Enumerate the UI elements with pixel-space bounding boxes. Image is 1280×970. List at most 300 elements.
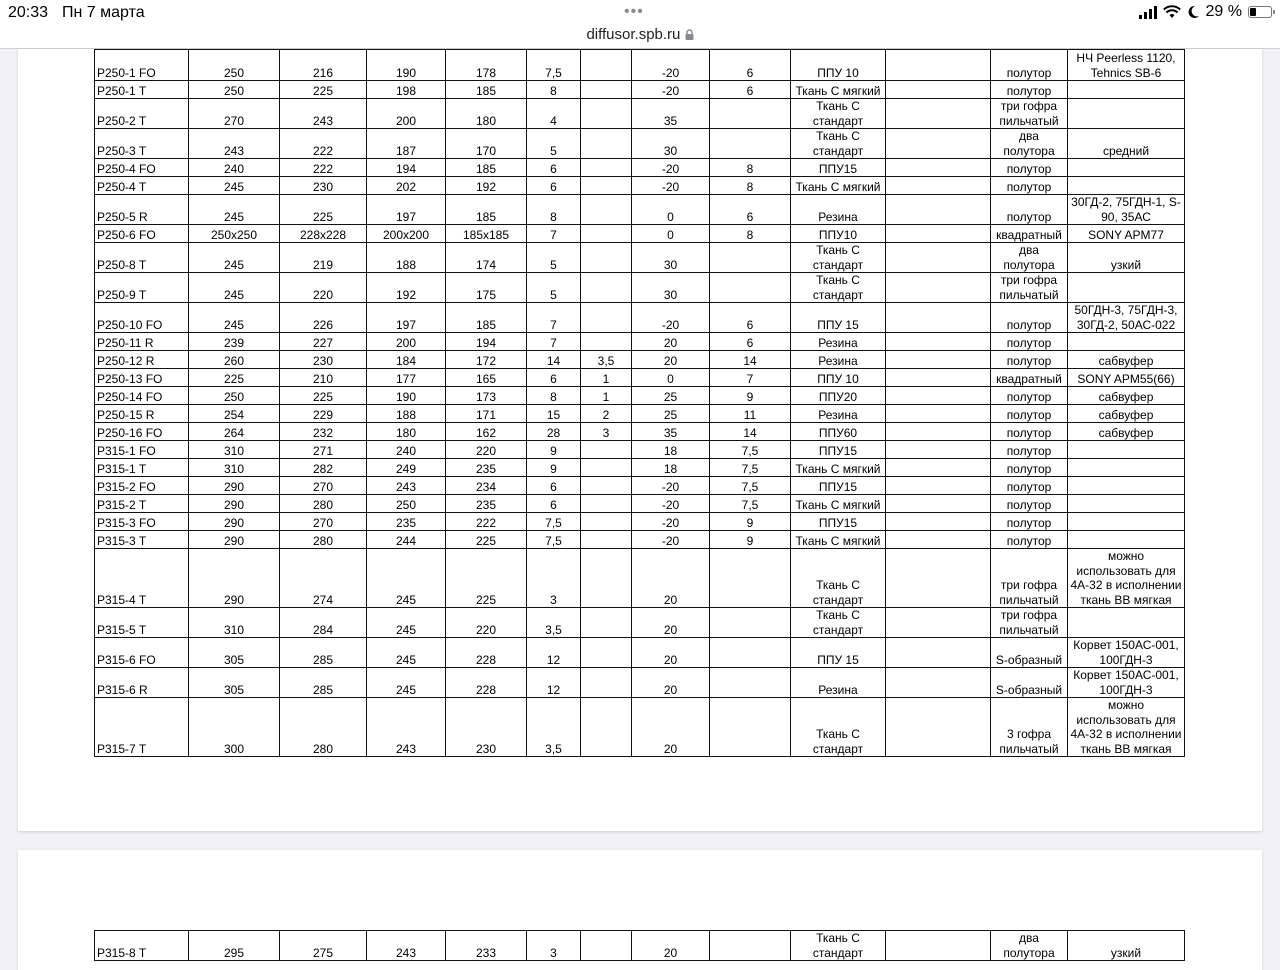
table-cell: можно использовать для 4А-32 в исполнении ткань ВВ мягкая: [1068, 698, 1185, 757]
table-cell: сабвуфер: [1068, 423, 1185, 441]
table-cell: три гофра пильчатый: [991, 273, 1068, 303]
table-cell: [581, 177, 632, 195]
table-cell: [886, 441, 991, 459]
status-bar: [0, 0, 1280, 26]
table-cell: сабвуфер: [1068, 405, 1185, 423]
table-cell: P250-1 T: [95, 81, 189, 99]
table-row: [95, 668, 1185, 698]
table-cell: [581, 195, 632, 225]
table-cell: P315-2 T: [95, 495, 189, 513]
table-cell: 173: [446, 387, 527, 405]
table-cell: квадратный: [991, 369, 1068, 387]
table-cell: 170: [446, 129, 527, 159]
table-cell: [886, 405, 991, 423]
table-cell: полутор: [991, 459, 1068, 477]
table-cell: 18: [632, 441, 710, 459]
table-cell: 30ГД-2, 75ГДН-1, S-90, 35АС: [1068, 195, 1185, 225]
table-cell: 300: [189, 698, 280, 757]
table-cell: Ткань С стандарт: [791, 129, 886, 159]
table-cell: 226: [280, 303, 367, 333]
table-cell: 28: [527, 423, 581, 441]
table-cell: 225: [280, 195, 367, 225]
table-cell: 290: [189, 513, 280, 531]
table-cell: 185x185: [446, 225, 527, 243]
table-cell: 3,5: [527, 698, 581, 757]
table-cell: 3: [527, 931, 581, 961]
table-cell: [886, 459, 991, 477]
table-cell: 6: [710, 50, 791, 81]
table-cell: [886, 531, 991, 549]
table-cell: 310: [189, 441, 280, 459]
table-cell: 6: [527, 177, 581, 195]
table-cell: 180: [367, 423, 446, 441]
status-time: 20:33: [8, 4, 49, 21]
table-cell: 172: [446, 351, 527, 369]
table-cell: полутор: [991, 50, 1068, 81]
table-cell: 229: [280, 405, 367, 423]
table-row: [95, 81, 1185, 99]
table-cell: 20: [632, 549, 710, 608]
table-cell: 20: [632, 931, 710, 961]
table-cell: полутор: [991, 81, 1068, 99]
table-row: [95, 273, 1185, 303]
table-cell: ППУ 15: [791, 638, 886, 668]
table-cell: сабвуфер: [1068, 387, 1185, 405]
table-cell: [710, 243, 791, 273]
table-cell: [886, 513, 991, 531]
table-cell: ППУ60: [791, 423, 886, 441]
table-cell: 282: [280, 459, 367, 477]
table-row: [95, 195, 1185, 225]
table-cell: P315-3 T: [95, 531, 189, 549]
table-cell: [1068, 608, 1185, 638]
table-cell: 254: [189, 405, 280, 423]
table-cell: 225: [280, 387, 367, 405]
table-row: [95, 177, 1185, 195]
table-cell: 270: [189, 99, 280, 129]
table-cell: 245: [367, 638, 446, 668]
table-cell: P315-3 FO: [95, 513, 189, 531]
table-row: [95, 441, 1185, 459]
table-cell: [1068, 441, 1185, 459]
table-cell: 230: [280, 351, 367, 369]
table-cell: 8: [710, 225, 791, 243]
table-cell: 9: [527, 441, 581, 459]
table-cell: P315-1 T: [95, 459, 189, 477]
table-cell: [886, 99, 991, 129]
table-cell: 310: [189, 608, 280, 638]
table-cell: 280: [280, 495, 367, 513]
table-cell: 30: [632, 243, 710, 273]
table-cell: [1068, 531, 1185, 549]
table-row: [95, 931, 1185, 961]
table-cell: 202: [367, 177, 446, 195]
table-cell: [710, 638, 791, 668]
table-cell: 3: [527, 549, 581, 608]
table-cell: [1068, 81, 1185, 99]
table-cell: 290: [189, 495, 280, 513]
status-right: [1139, 3, 1272, 21]
table-cell: [886, 549, 991, 608]
table-cell: 8: [710, 159, 791, 177]
table-cell: -20: [632, 81, 710, 99]
table-cell: три гофра пильчатый: [991, 99, 1068, 129]
table-cell: S-образный: [991, 668, 1068, 698]
table-cell: 180: [446, 99, 527, 129]
table-cell: можно использовать для 4А-32 в исполнении ткань ВВ мягкая: [1068, 549, 1185, 608]
table-cell: [886, 369, 991, 387]
table-cell: P315-8 T: [95, 931, 189, 961]
table-cell: 25: [632, 387, 710, 405]
table-cell: Резина: [791, 351, 886, 369]
table-cell: квадратный: [991, 225, 1068, 243]
table-cell: 6: [527, 159, 581, 177]
table-cell: полутор: [991, 351, 1068, 369]
table-cell: 0: [632, 195, 710, 225]
table-cell: 222: [280, 159, 367, 177]
table-cell: 197: [367, 303, 446, 333]
table-cell: [581, 931, 632, 961]
table-row: [95, 459, 1185, 477]
table-cell: 219: [280, 243, 367, 273]
table-cell: [581, 441, 632, 459]
table-cell: 227: [280, 333, 367, 351]
table-cell: [886, 387, 991, 405]
table-row: [95, 405, 1185, 423]
table-cell: 264: [189, 423, 280, 441]
table-cell: Ткань С стандарт: [791, 549, 886, 608]
table-row: [95, 351, 1185, 369]
table-cell: 284: [280, 608, 367, 638]
table-row: [95, 423, 1185, 441]
table-cell: 2: [581, 405, 632, 423]
table-cell: P315-4 T: [95, 549, 189, 608]
table-cell: 243: [189, 129, 280, 159]
table-row: [95, 513, 1185, 531]
table-cell: три гофра пильчатый: [991, 549, 1068, 608]
table-cell: P315-7 T: [95, 698, 189, 757]
table-cell: 232: [280, 423, 367, 441]
table-cell: 30: [632, 129, 710, 159]
table-cell: [886, 50, 991, 81]
table-cell: [886, 273, 991, 303]
table-cell: 11: [710, 405, 791, 423]
table-cell: 7,5: [527, 531, 581, 549]
table-cell: P250-9 T: [95, 273, 189, 303]
table-cell: полутор: [991, 513, 1068, 531]
lock-icon: [685, 29, 694, 40]
table-cell: 249: [367, 459, 446, 477]
table-cell: P250-13 FO: [95, 369, 189, 387]
table-cell: P250-1 FO: [95, 50, 189, 81]
table-row: [95, 159, 1185, 177]
table-cell: P250-11 R: [95, 333, 189, 351]
table-cell: 20: [632, 351, 710, 369]
table-cell: 6: [710, 195, 791, 225]
table-cell: 250: [189, 81, 280, 99]
table-cell: 185: [446, 195, 527, 225]
table-row: [95, 638, 1185, 668]
table-row: [95, 387, 1185, 405]
table-cell: 4: [527, 99, 581, 129]
table-cell: 245: [189, 273, 280, 303]
table-cell: 184: [367, 351, 446, 369]
table-cell: 192: [446, 177, 527, 195]
table-cell: P250-4 T: [95, 177, 189, 195]
table-cell: полутор: [991, 531, 1068, 549]
table-cell: 194: [446, 333, 527, 351]
table-cell: 228: [446, 638, 527, 668]
table-cell: 245: [367, 668, 446, 698]
table-cell: 200: [367, 99, 446, 129]
table-cell: полутор: [991, 477, 1068, 495]
table-cell: [581, 225, 632, 243]
table-cell: Резина: [791, 195, 886, 225]
table-cell: 7,5: [527, 513, 581, 531]
table-cell: 230: [446, 698, 527, 757]
table-cell: -20: [632, 477, 710, 495]
table-row: [95, 369, 1185, 387]
table-cell: 6: [710, 81, 791, 99]
table-cell: 3 гофра пильчатый: [991, 698, 1068, 757]
table-cell: [886, 333, 991, 351]
table-cell: Ткань С мягкий: [791, 177, 886, 195]
table-cell: [581, 129, 632, 159]
table-cell: [710, 698, 791, 757]
table-cell: 235: [446, 459, 527, 477]
table-cell: 243: [367, 698, 446, 757]
url-text[interactable]: diffusor.spb.ru: [586, 26, 681, 43]
table-cell: 190: [367, 387, 446, 405]
table-cell: 245: [189, 303, 280, 333]
table-cell: 220: [446, 441, 527, 459]
table-cell: [710, 129, 791, 159]
table-cell: средний: [1068, 129, 1185, 159]
table-cell: [581, 531, 632, 549]
table-cell: P250-4 FO: [95, 159, 189, 177]
table-cell: 244: [367, 531, 446, 549]
table-cell: ППУ 15: [791, 303, 886, 333]
table-cell: 1: [581, 387, 632, 405]
table-cell: [581, 698, 632, 757]
table-cell: 7,5: [710, 441, 791, 459]
table-cell: 20: [632, 698, 710, 757]
table-cell: [581, 459, 632, 477]
table-cell: 50ГДН-3, 75ГДН-3, 30ГД-2, 50АС-022: [1068, 303, 1185, 333]
table-cell: 271: [280, 441, 367, 459]
table-cell: [581, 477, 632, 495]
table-cell: 245: [189, 243, 280, 273]
table-cell: [581, 159, 632, 177]
table-cell: 0: [632, 225, 710, 243]
table-cell: 14: [527, 351, 581, 369]
table-cell: P250-3 T: [95, 129, 189, 159]
table-cell: P315-2 FO: [95, 477, 189, 495]
table-cell: 235: [446, 495, 527, 513]
table-cell: P250-10 FO: [95, 303, 189, 333]
table-cell: P250-16 FO: [95, 423, 189, 441]
table-cell: Ткань С мягкий: [791, 531, 886, 549]
table-cell: [581, 81, 632, 99]
table-cell: 290: [189, 531, 280, 549]
table-cell: полутор: [991, 387, 1068, 405]
table-cell: 8: [527, 195, 581, 225]
table-cell: 174: [446, 243, 527, 273]
table-cell: 222: [280, 129, 367, 159]
table-cell: [886, 423, 991, 441]
table-cell: 178: [446, 50, 527, 81]
table-cell: 14: [710, 351, 791, 369]
table-cell: [886, 129, 991, 159]
table-cell: Ткань С стандарт: [791, 698, 886, 757]
table-cell: [886, 698, 991, 757]
table-cell: полутор: [991, 405, 1068, 423]
table-cell: Ткань С стандарт: [791, 99, 886, 129]
table-cell: [581, 513, 632, 531]
table-cell: [581, 50, 632, 81]
table-cell: НЧ Peerless 1120, Tehnics SB-6: [1068, 50, 1185, 81]
table-cell: 270: [280, 477, 367, 495]
table-cell: 20: [632, 333, 710, 351]
table-cell: ППУ20: [791, 387, 886, 405]
table-cell: [1068, 177, 1185, 195]
document-page-2: [18, 850, 1262, 970]
table-cell: -20: [632, 513, 710, 531]
table-cell: два полутора: [991, 129, 1068, 159]
table-cell: 175: [446, 273, 527, 303]
table-cell: 7,5: [527, 50, 581, 81]
table-cell: [1068, 477, 1185, 495]
table-cell: Ткань С стандарт: [791, 273, 886, 303]
table-cell: -20: [632, 531, 710, 549]
table-cell: [886, 225, 991, 243]
table-cell: 216: [280, 50, 367, 81]
table-cell: [581, 668, 632, 698]
table-cell: 188: [367, 405, 446, 423]
table-cell: Ткань С мягкий: [791, 495, 886, 513]
table-cell: 280: [280, 531, 367, 549]
table-row: [95, 698, 1185, 757]
table-cell: 222: [446, 513, 527, 531]
table-cell: 250x250: [189, 225, 280, 243]
table-cell: [886, 303, 991, 333]
table-cell: 305: [189, 638, 280, 668]
table-cell: 194: [367, 159, 446, 177]
table-cell: 188: [367, 243, 446, 273]
table-cell: P250-14 FO: [95, 387, 189, 405]
table-cell: [581, 333, 632, 351]
table-cell: 7: [527, 303, 581, 333]
table-cell: 239: [189, 333, 280, 351]
address-bar[interactable]: [0, 26, 1280, 49]
table-row: [95, 549, 1185, 608]
table-cell: 185: [446, 159, 527, 177]
table-row: [95, 99, 1185, 129]
table-cell: 5: [527, 243, 581, 273]
table-row: [95, 50, 1185, 81]
table-cell: [1068, 333, 1185, 351]
table-cell: -20: [632, 159, 710, 177]
table-cell: [1068, 459, 1185, 477]
table-cell: 290: [189, 477, 280, 495]
table-cell: [1068, 273, 1185, 303]
table-cell: 250: [189, 50, 280, 81]
table-cell: 285: [280, 668, 367, 698]
table-cell: 20: [632, 608, 710, 638]
table-row: [95, 477, 1185, 495]
table-cell: 200: [367, 333, 446, 351]
multitasking-dots-icon[interactable]: •••: [624, 3, 644, 20]
table-cell: Ткань С мягкий: [791, 459, 886, 477]
table-cell: 171: [446, 405, 527, 423]
table-cell: 245: [367, 549, 446, 608]
table-cell: [886, 351, 991, 369]
table-cell: Резина: [791, 405, 886, 423]
table-cell: [1068, 513, 1185, 531]
table-cell: полутор: [991, 495, 1068, 513]
table-cell: SONY APM55(66): [1068, 369, 1185, 387]
table-cell: 228x228: [280, 225, 367, 243]
table-cell: [886, 668, 991, 698]
table-cell: [886, 243, 991, 273]
table-cell: [710, 931, 791, 961]
table-cell: 3: [581, 423, 632, 441]
url-display[interactable]: [0, 26, 1280, 43]
table-cell: 165: [446, 369, 527, 387]
table-cell: [581, 638, 632, 668]
table-cell: 243: [367, 931, 446, 961]
table-cell: 9: [527, 459, 581, 477]
table-cell: [886, 177, 991, 195]
table-cell: [581, 303, 632, 333]
table-cell: 240: [189, 159, 280, 177]
table-cell: два полутора: [991, 243, 1068, 273]
table-cell: -20: [632, 495, 710, 513]
table-cell: 7,5: [710, 495, 791, 513]
table-row: [95, 129, 1185, 159]
table-cell: 6: [710, 333, 791, 351]
table-cell: два полутора: [991, 931, 1068, 961]
table-cell: 225: [189, 369, 280, 387]
table-cell: 3,5: [581, 351, 632, 369]
table-cell: 192: [367, 273, 446, 303]
table-cell: P250-12 R: [95, 351, 189, 369]
table-cell: 162: [446, 423, 527, 441]
table-cell: 18: [632, 459, 710, 477]
table-cell: [581, 273, 632, 303]
table-cell: [1068, 495, 1185, 513]
table-cell: 12: [527, 668, 581, 698]
table-cell: 7: [710, 369, 791, 387]
table-cell: 15: [527, 405, 581, 423]
table-cell: 6: [527, 369, 581, 387]
table-cell: ППУ15: [791, 441, 886, 459]
table-cell: 240: [367, 441, 446, 459]
table-cell: 245: [367, 608, 446, 638]
table-cell: [581, 99, 632, 129]
table-cell: 245: [189, 177, 280, 195]
table-cell: 285: [280, 638, 367, 668]
table-row: [95, 531, 1185, 549]
table-cell: [710, 99, 791, 129]
table-cell: 6: [527, 495, 581, 513]
table-cell: 30: [632, 273, 710, 303]
table-cell: ППУ10: [791, 225, 886, 243]
table-cell: 228: [446, 668, 527, 698]
table-cell: 1: [581, 369, 632, 387]
table-cell: [710, 549, 791, 608]
table-cell: Резина: [791, 668, 886, 698]
